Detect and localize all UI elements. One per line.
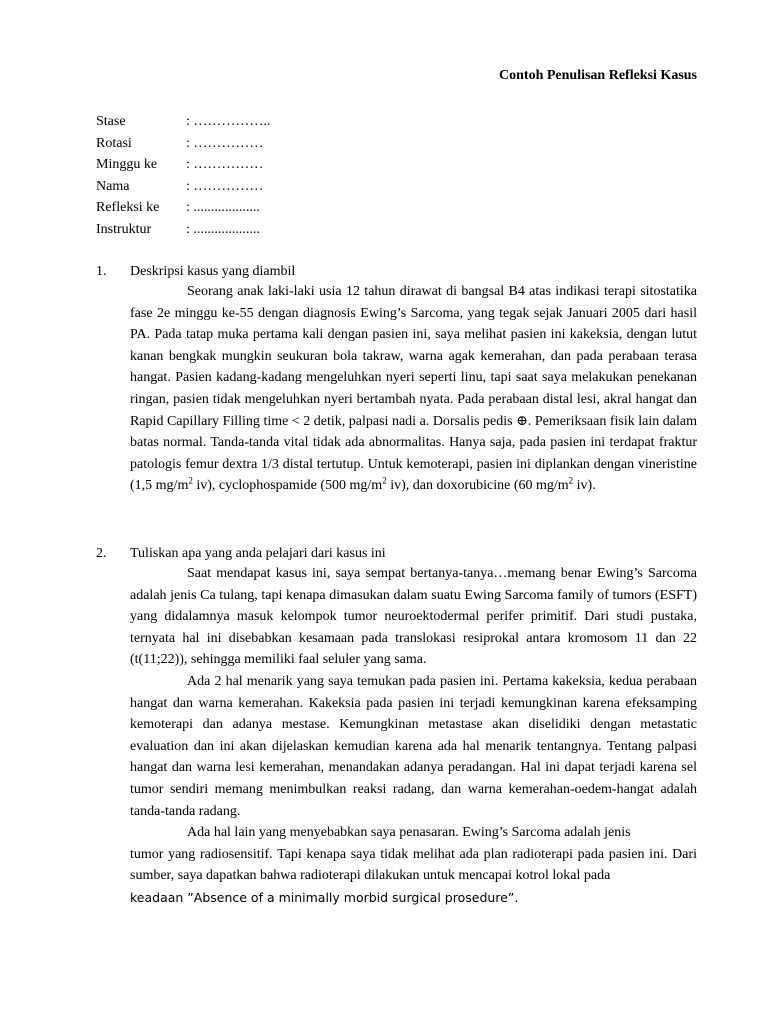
field-value: : ……………: [186, 178, 264, 194]
learning-paragraph-3: Ada hal lain yang menyebabkan saya penasaran. Ewing’s Sarcoma adalah jenis: [187, 825, 631, 841]
field-nama: [96, 176, 270, 198]
learning-paragraph-3-end: keadaan ”Absence of a minimally morbid surgical prosedure”.: [130, 889, 519, 905]
learning-paragraph-2: Ada 2 hal menarik yang saya temukan pada pasien ini. Pertama kakeksia, kedua perabaan hangat dan warna kemerahan. Kakeksia pada pasien ini terjadi kemungkinan karena efeksamping kemoterapi dan adanya mestase. Kemungkinan metastase akan diselidiki dengan metastatic evaluation dan ini akan dijelaskan kemudian karena ada hal menarik tentangnya. Tentang palpasi hangat dan warna lesi kemerahan, menandakan adanya peradangan. Hal ini dapat terjadi karena sel tumor sendiri memang menimbulkan reaksi radang, dan warna kemerahan-oedem-hangat adalah tanda-tanda radang.: [130, 673, 697, 819]
section-title: Deskripsi kasus yang diambil: [130, 264, 296, 279]
field-value: : ……………..: [186, 114, 271, 129]
field-label: Minggu ke: [96, 157, 158, 173]
field-value: : ...................: [186, 200, 260, 216]
field-label: Nama: [96, 178, 130, 194]
field-rotasi: [96, 133, 270, 155]
section-1-body: [130, 281, 697, 497]
learning-paragraph-3-cont: tumor yang radiosensitif. Tapi kenapa saya tidak melihat ada plan radioterapi pada pasien ini. Dari sumber, saya dapatkan bahwa radioterapi dilakukan untuk mencapai kotrol lokal pada: [130, 846, 697, 884]
text-run: iv), dan doxorubicine (60 mg/m: [386, 478, 569, 494]
text-run: Seorang anak laki-laki usia 12 tahun dirawat di bangsal B4 atas indikasi terapi sitostatika fase 2e minggu ke-55 dengan diagnosis Ewing’s Sarcoma, yang tegak sejak Januari 2005 dari hasil PA. Pada tatap muka pertama kali dengan pasien ini, saya melihat pasien ini kakeksia, dengan lutut kanan bengkak mungkin seukuran bola takraw, warna agak kemerahan, dan pada perabaan terasa hangat. Pasien kadang-kadang mengeluhkan nyeri seperti linu, tapi saat saya melakukan penekanan ringan, pasien tidak mengeluhkan nyeri bertambah nyata. Pada perabaan distal lesi, akral hangat dan Rapid Capillary Filling time < 2 detik, palpasi nadi a. Dorsalis pedis ⊕. Pemeriksaan fisik lain dalam batas normal. Tanda-tanda vital tidak ada abnormalitas. Hanya saja, pada pasien ini terdapat fraktur patologis femur dextra 1/3 distal tertutup. Untuk kemoterapi, pasien ini diplankan dengan vineristine (1,5 mg/m: [130, 284, 697, 494]
identity-fields: [96, 111, 270, 241]
superscript: 2: [382, 475, 387, 486]
learning-paragraph-1: Saat mendapat kasus ini, saya sempat bertanya-tanya…memang benar Ewing’s Sarcoma adalah jenis Ca tulang, tapi kenapa dimasukan dalam suatu Ewing Sarcoma family of tumors (ESFT) yang didalamnya masuk kelompok tumor neuroektodermal perifer primitif. Dari studi pustaka, ternyata hal ini disebabkan kesamaan pada translokasi resiprokal antara kromosom 11 dan 22 (t(11;22)), sehingga memiliki faal seluler yang sama.: [130, 566, 697, 668]
field-label: Stase: [96, 114, 126, 129]
section-1-heading: [96, 264, 295, 280]
document-title: Contoh Penulisan Refleksi Kasus: [499, 68, 697, 83]
field-value: : ...................: [186, 221, 260, 237]
field-minggu-ke: [96, 154, 270, 176]
field-label: Instruktur: [96, 221, 152, 237]
case-description-paragraph: [130, 281, 697, 497]
field-label: Rotasi: [96, 135, 132, 151]
field-value: : ……………: [186, 157, 264, 173]
superscript: 2: [568, 475, 574, 486]
field-instruktur: [96, 219, 270, 241]
field-stase: [96, 111, 270, 133]
section-number: 1.: [96, 264, 107, 279]
section-title: Tuliskan apa yang anda pelajari dari kasus ini: [130, 546, 386, 561]
field-value: : ……………: [186, 135, 264, 151]
section-2-body: [130, 563, 697, 909]
section-number: 2.: [96, 546, 107, 561]
text-run: iv).: [573, 478, 596, 494]
text-run: iv), cyclophospamide (500 mg/m: [192, 478, 383, 494]
field-label: Refleksi ke: [96, 200, 160, 216]
field-refleksi-ke: [96, 197, 270, 219]
superscript: 2: [188, 475, 193, 486]
section-2-heading: [96, 546, 386, 562]
